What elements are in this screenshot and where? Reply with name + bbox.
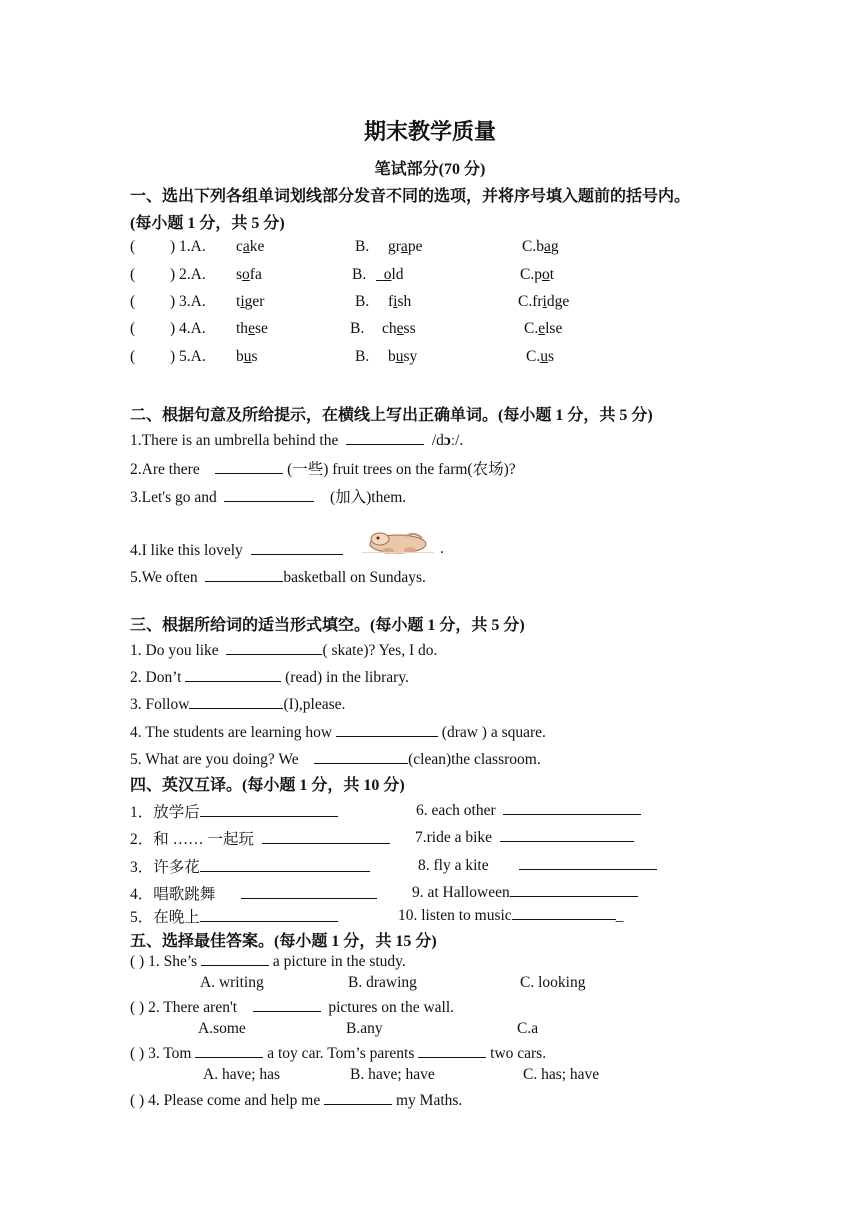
s5-q3-option-c: C. has; have: [523, 1066, 600, 1083]
option-b-label: B.: [355, 238, 370, 255]
answer-blank[interactable]: [314, 749, 408, 764]
s5-question-1: ( ) 1. She’s a picture in the study.: [130, 953, 406, 970]
option-c: C.else: [524, 320, 563, 337]
answer-blank[interactable]: [185, 667, 281, 682]
s4-item-2: 2．和 …… 一起玩: [130, 827, 390, 849]
s2-question-5: 5.We often basketball on Sundays.: [130, 569, 426, 586]
answer-blank[interactable]: [226, 640, 322, 655]
item-number: ) 1.A.: [170, 238, 206, 255]
section3-header: 三、根据所给词的适当形式填空。(每小题 1 分，共 5 分): [130, 617, 525, 634]
s3-question-4: 4. The students are learning how (draw ) a square.: [130, 724, 546, 741]
s2-question-4-period: .: [440, 540, 444, 557]
answer-blank[interactable]: [512, 905, 616, 920]
answer-blank[interactable]: [224, 487, 314, 502]
answer-paren-open: (: [130, 293, 136, 310]
s5-question-3: ( ) 3. Tom a toy car. Tom’s parents two cars.: [130, 1045, 547, 1062]
section1-item: [0, 266, 860, 290]
option-b-label: B.: [355, 348, 370, 365]
option-a: bus: [236, 348, 258, 365]
option-a: tiger: [236, 293, 265, 310]
s4-item-7: 7.ride a bike: [415, 827, 634, 847]
answer-blank[interactable]: [200, 857, 370, 872]
section2-header: 二、根据句意及所给提示，在横线上写出正确单词。(每小题 1 分，共 5 分): [130, 407, 653, 424]
option-b-label: B.: [350, 320, 365, 337]
section1-item: [0, 238, 860, 262]
s3-question-3: 3. Follow (I),please.: [130, 696, 346, 713]
option-a: sofa: [236, 266, 262, 283]
answer-blank[interactable]: [519, 855, 657, 870]
answer-blank[interactable]: [201, 951, 269, 966]
answer-blank[interactable]: [500, 827, 634, 842]
section1-header: 一、选出下列各组单词划线部分发音不同的选项，并将序号填入题前的括号内。: [130, 188, 691, 205]
answer-blank[interactable]: [189, 694, 283, 709]
s5-q1-option-b: B. drawing: [348, 974, 417, 991]
s4-item-9: 9. at Halloween: [412, 882, 638, 902]
section5-header: 五、选择最佳答案。(每小题 1 分，共 15 分): [130, 933, 437, 950]
s5-q1-option-a: A. writing: [200, 974, 264, 991]
answer-blank[interactable]: [346, 430, 424, 445]
option-b: old: [383, 266, 404, 283]
s2-question-1: 1.There is an umbrella behind the /dɔː/.: [130, 432, 464, 449]
s5-q3-option-b: B. have; have: [350, 1066, 435, 1083]
item-number: ) 2.A.: [170, 266, 206, 283]
answer-paren-open: (: [130, 266, 136, 283]
answer-blank[interactable]: [241, 884, 377, 899]
s4-item-4: 4．唱歌跳舞: [130, 882, 377, 904]
s4-item-10: 10. listen to music _: [398, 907, 624, 924]
answer-blank[interactable]: [324, 1090, 392, 1105]
s5-q1-option-c: C. looking: [520, 974, 586, 991]
s5-q2-option-b: B.any: [346, 1020, 383, 1037]
option-a: cake: [236, 238, 265, 255]
page-subtitle: 笔试部分(70 分): [374, 161, 486, 178]
answer-blank[interactable]: [251, 540, 343, 555]
answer-blank[interactable]: [215, 459, 283, 474]
option-b: grape: [388, 238, 423, 255]
item-number: ) 4.A.: [170, 320, 206, 337]
answer-blank[interactable]: [205, 567, 283, 582]
answer-blank[interactable]: [503, 800, 641, 815]
option-c: C.us: [526, 348, 555, 365]
option-b: chess: [382, 320, 416, 337]
s2-question-2: 2.Are there (一些) fruit trees on the farm(农场)?: [130, 461, 516, 478]
s4-item-1: 1．放学后: [130, 800, 338, 822]
answer-blank[interactable]: [195, 1043, 263, 1058]
s4-item-3: 3．许多花: [130, 855, 370, 877]
answer-blank[interactable]: [336, 722, 438, 737]
s5-q3-option-a: A. have; has: [203, 1066, 281, 1083]
answer-blank[interactable]: [510, 882, 638, 897]
option-b: fish: [388, 293, 412, 310]
option-c: C.pot: [520, 266, 555, 283]
option-a: these: [236, 320, 268, 337]
answer-blank[interactable]: [200, 907, 338, 922]
answer-blank[interactable]: [262, 829, 390, 844]
s5-q2-option-c: C.a: [517, 1020, 539, 1037]
option-b: busy: [388, 348, 418, 365]
page-title: 期末教学质量: [363, 119, 496, 144]
item-number: ) 5.A.: [170, 348, 206, 365]
s3-question-1: 1. Do you like ( skate)? Yes, I do.: [130, 642, 438, 659]
answer-blank[interactable]: [200, 802, 338, 817]
answer-paren-open: (: [130, 348, 136, 365]
s5-q2-option-a: A.some: [198, 1020, 246, 1037]
option-b-label: B.: [352, 266, 367, 283]
section1-item: [0, 320, 860, 344]
s2-question-3: 3.Let's go and (加入)them.: [130, 489, 407, 506]
s4-item-5: 5．在晚上: [130, 905, 338, 927]
option-c: C.bag: [522, 238, 559, 255]
answer-paren-open: (: [130, 320, 136, 337]
s2-question-4: 4.I like this lovely: [130, 540, 343, 560]
answer-paren-open: (: [130, 238, 136, 255]
item-number: ) 3.A.: [170, 293, 206, 310]
option-b-label: B.: [355, 293, 370, 310]
s4-item-6: 6. each other: [416, 800, 641, 820]
option-c: C.fridge: [518, 293, 570, 310]
section1-item: [0, 348, 860, 372]
toy-sticker-image: [358, 530, 438, 556]
s5-question-2: ( ) 2. There aren't pictures on the wall.: [130, 999, 455, 1016]
section1-item: [0, 293, 860, 317]
s3-question-2: 2. Don’t (read) in the library.: [130, 669, 409, 686]
section4-header: 四、英汉互译。(每小题 1 分，共 10 分): [130, 777, 405, 794]
s4-item-8: 8. fly a kite: [418, 855, 657, 875]
s5-question-4: ( ) 4. Please come and help me my Maths.: [130, 1092, 463, 1109]
section1-score: (每小题 1 分，共 5 分): [130, 215, 285, 232]
s3-question-5: 5. What are you doing? We (clean)the classroom.: [130, 751, 541, 768]
answer-blank[interactable]: [418, 1043, 486, 1058]
answer-blank[interactable]: [253, 997, 321, 1012]
